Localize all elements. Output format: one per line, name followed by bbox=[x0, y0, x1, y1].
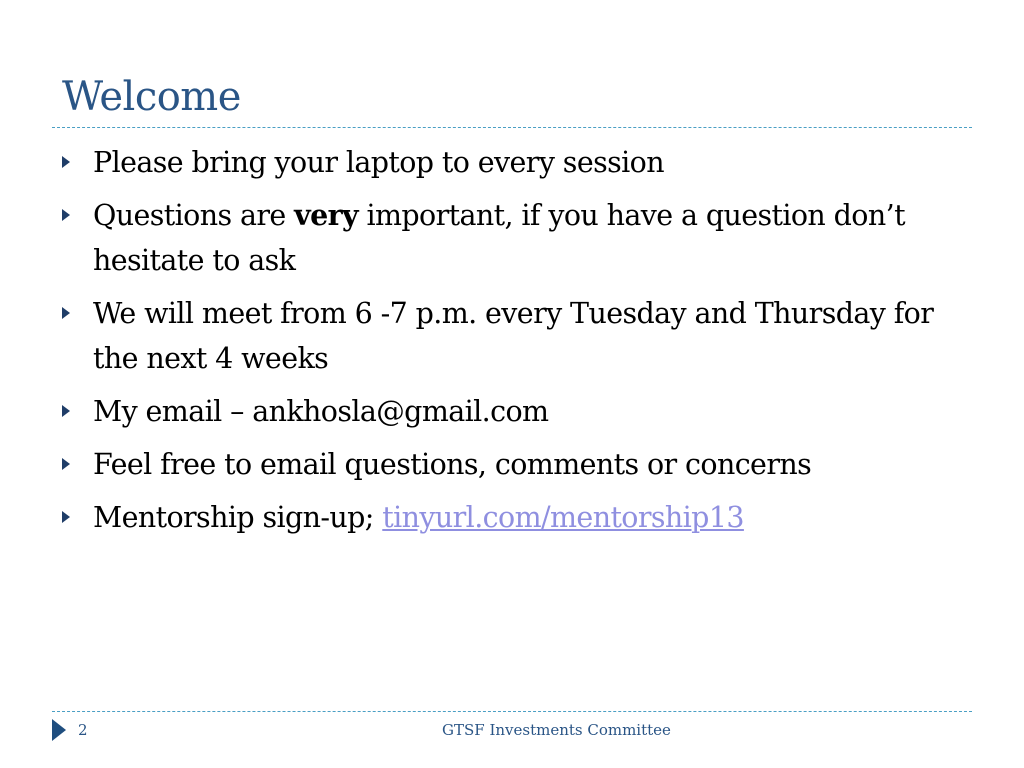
bullet-text-after: important, if you have a question don’t hesitate to ask bbox=[93, 199, 905, 277]
slide-title: Welcome bbox=[62, 74, 241, 120]
bullet-text: Please bring your laptop to every session bbox=[93, 146, 664, 179]
bullet-text-before: Mentorship sign-up; bbox=[93, 501, 383, 534]
triangle-right-icon bbox=[62, 307, 70, 319]
triangle-right-icon bbox=[62, 209, 70, 221]
title-divider bbox=[52, 127, 972, 128]
page-number: 2 bbox=[78, 721, 88, 739]
bullet-text: Feel free to email questions, comments or concerns bbox=[93, 448, 812, 481]
bullet-item bbox=[60, 193, 970, 283]
footer-text: GTSF Investments Committee bbox=[442, 721, 671, 739]
bullet-text: My email – ankhosla@gmail.com bbox=[93, 395, 549, 428]
bullet-list bbox=[60, 140, 970, 548]
bullet-text-before: Questions are bbox=[93, 199, 295, 232]
mentorship-link[interactable]: tinyurl.com/mentorship13 bbox=[382, 501, 744, 534]
triangle-right-icon bbox=[62, 156, 70, 168]
triangle-right-icon bbox=[62, 405, 70, 417]
bullet-text-emphasis: very bbox=[294, 198, 358, 232]
bullet-item bbox=[60, 442, 970, 487]
bullet-text: We will meet from 6 -7 p.m. every Tuesday and Thursday for the next 4 weeks bbox=[93, 297, 934, 375]
footer-divider bbox=[52, 711, 972, 712]
triangle-right-icon bbox=[62, 511, 70, 523]
bullet-item bbox=[60, 140, 970, 185]
bullet-item bbox=[60, 291, 970, 381]
triangle-right-icon bbox=[52, 719, 66, 741]
triangle-right-icon bbox=[62, 458, 70, 470]
bullet-item bbox=[60, 389, 970, 434]
bullet-item bbox=[60, 495, 970, 540]
